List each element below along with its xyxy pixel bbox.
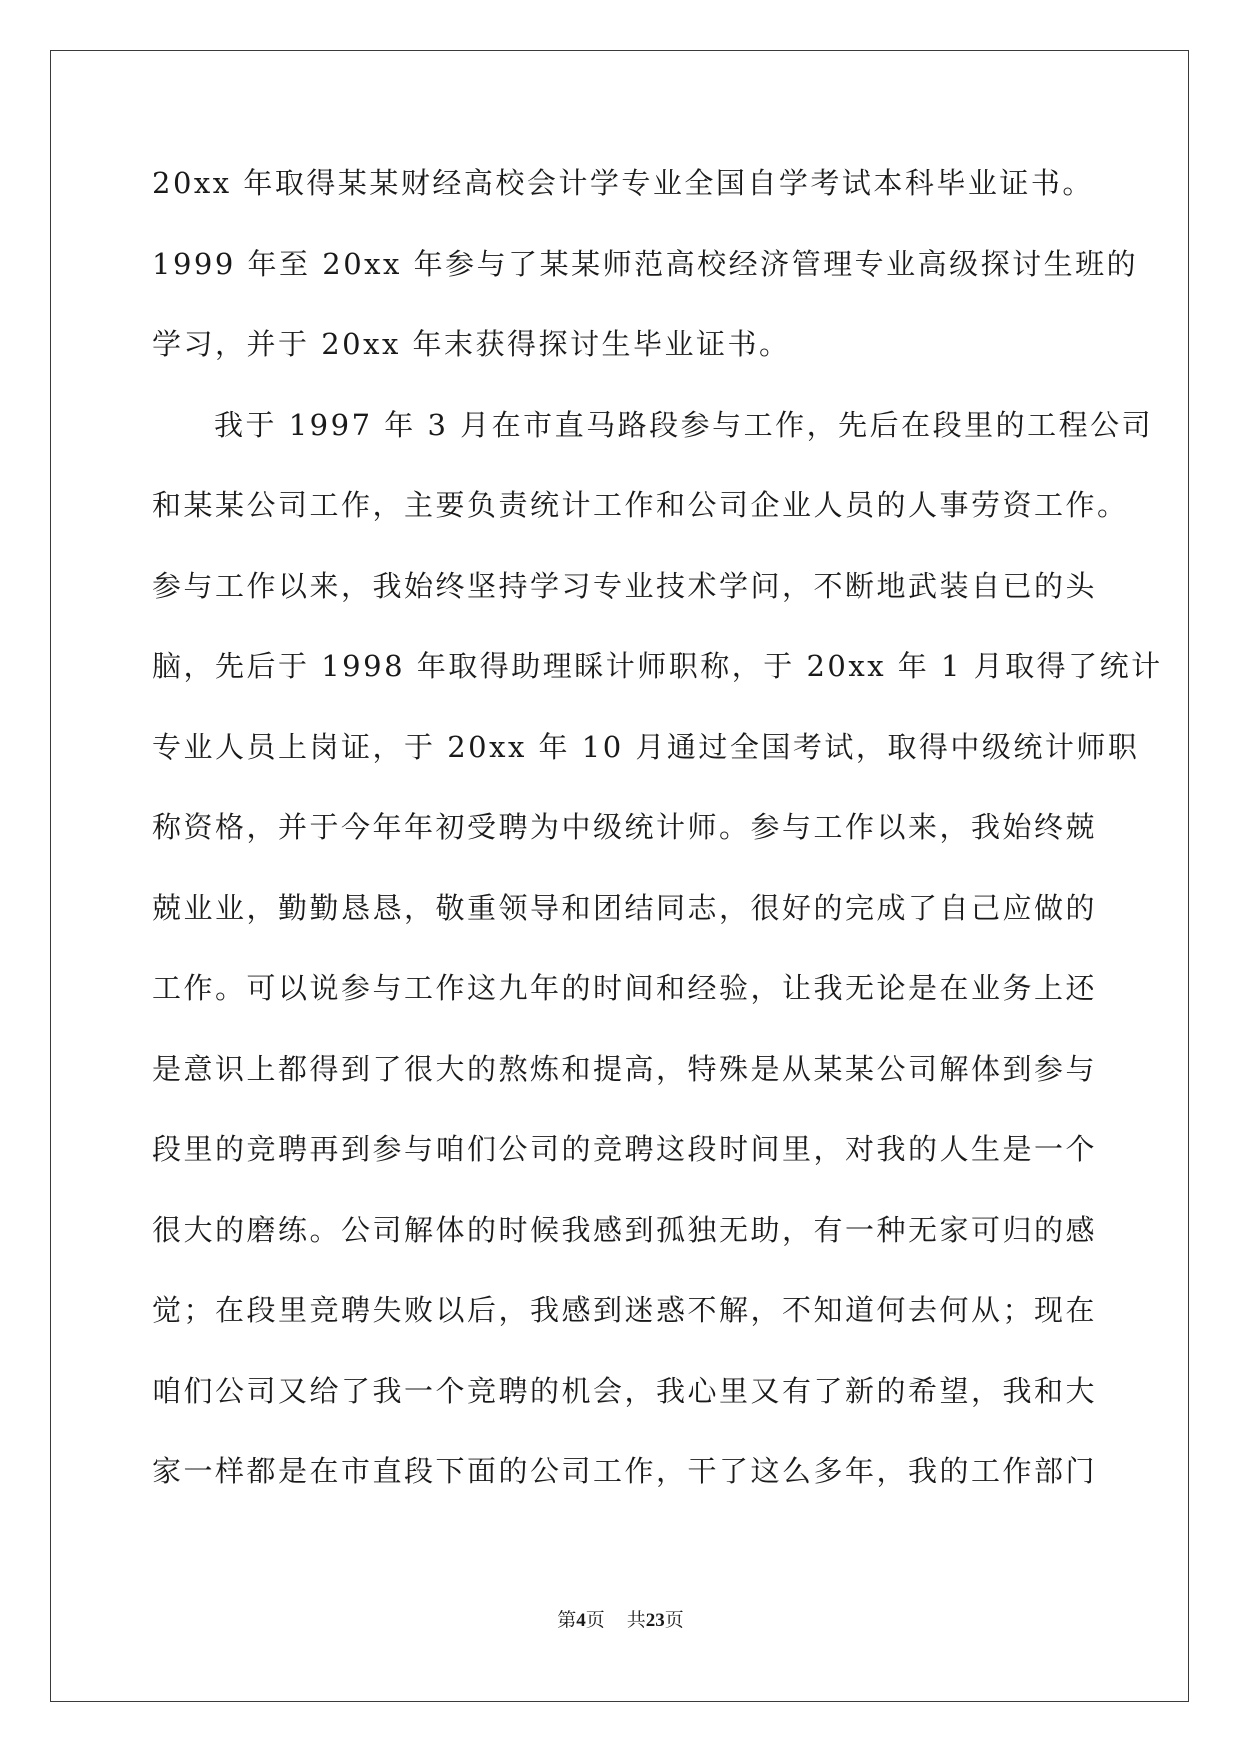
page-current: 4 (576, 1610, 586, 1631)
text-line: 工作。可以说参与工作这九年的时间和经验，让我无论是在业务上还 (152, 971, 1098, 1005)
text-line: 觉；在段里竞聘失败以后，我感到迷惑不解，不知道何去何从；现在 (152, 1293, 1098, 1327)
text-line: 兢业业，勤勤恳恳，敬重领导和团结同志，很好的完成了自己应做的 (152, 890, 1098, 925)
text-line: 和某某公司工作，主要负责统计工作和公司企业人员的人事劳资工作。 (152, 488, 1129, 522)
page-total: 23 (645, 1610, 665, 1631)
page-prefix: 第 (557, 1610, 577, 1631)
total-prefix: 共 (626, 1610, 646, 1631)
text-line: 很大的磨练。公司解体的时候我感到孤独无助，有一种无家可归的感 (152, 1212, 1098, 1247)
document-body (152, 158, 1163, 1527)
text-line: 20xx 年取得某某财经高校会计学专业全国自学考试本科毕业证书。 (152, 166, 1094, 200)
text-line: 咱们公司又给了我一个竞聘的机会，我心里又有了新的希望，我和大 (152, 1373, 1098, 1408)
text-line: 脑，先后于 1998 年取得助理睬计师职称，于 20xx 年 1 月取得了统计 (152, 649, 1163, 683)
text-line: 参与工作以来，我始终坚持学习专业技术学问，不断地武装自已的头 (152, 568, 1098, 603)
text-line: 是意识上都得到了很大的熬炼和提高，特殊是从某某公司解体到参与 (152, 1051, 1098, 1086)
paragraph-start-line: 我于 1997 年 3 月在市直马路段参与工作，先后在段里的工程公司 (214, 407, 1154, 442)
text-line: 家一样都是在市直段下面的公司工作，干了这么多年，我的工作部门 (152, 1454, 1098, 1488)
page-footer (0, 1605, 1241, 1632)
text-line: 1999 年至 20xx 年参与了某某师范高校经济管理专业高级探讨生班的 (152, 246, 1139, 281)
text-line: 称资格，并于今年年初受聘为中级统计师。参与工作以来，我始终兢 (152, 810, 1098, 844)
text-line: 段里的竞聘再到参与咱们公司的竞聘这段时间里，对我的人生是一个 (152, 1132, 1098, 1166)
text-line: 学习，并于 20xx 年末获得探讨生毕业证书。 (152, 327, 791, 361)
page-unit: 页 (585, 1610, 605, 1631)
total-unit: 页 (664, 1610, 684, 1631)
text-line: 专业人员上岗证，于 20xx 年 10 月通过全国考试，取得中级统计师职 (152, 729, 1140, 764)
